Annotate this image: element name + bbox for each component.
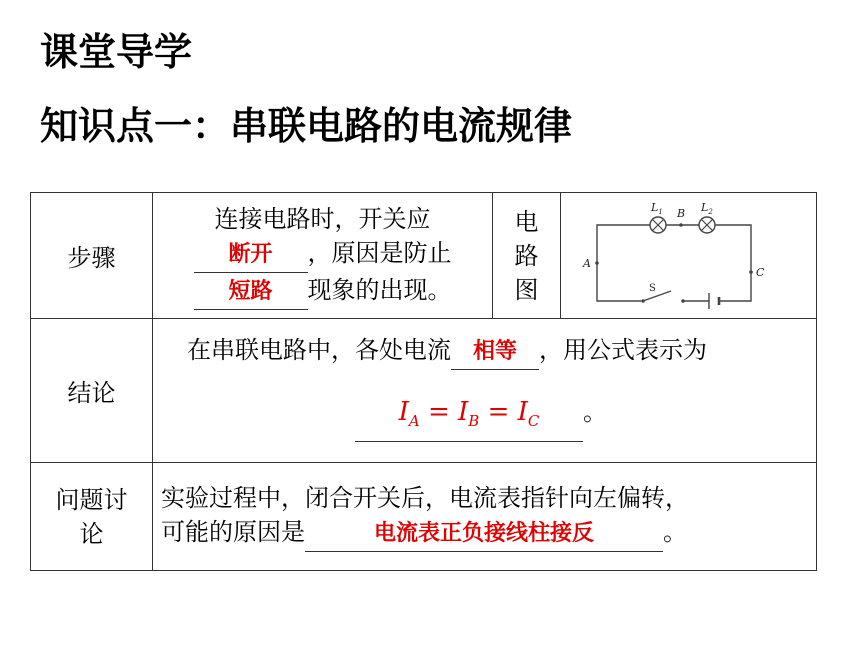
table-row-discussion <box>31 463 817 571</box>
answer-text-equal: 相等 <box>472 339 517 364</box>
battery-icon <box>709 293 719 309</box>
point-a-dot <box>595 261 599 265</box>
point-c-dot <box>749 270 753 274</box>
row-label-discussion: 问题讨 论 <box>31 463 153 571</box>
lesson-table <box>30 192 817 571</box>
formula-blank <box>355 392 583 442</box>
table-row-steps <box>31 193 817 319</box>
diagram-label-char: 路 <box>514 241 539 270</box>
discussion-line1: 实验过程中，闭合开关后，电流表指针向左偏转， <box>161 484 689 512</box>
label-c: C <box>755 265 764 279</box>
circuit-wire <box>597 225 653 301</box>
circuit-diagram <box>582 197 789 309</box>
conclusion-prefix: 在串联电路中，各处电流 <box>187 336 451 364</box>
answer-blank-2 <box>194 273 308 310</box>
steps-line1: 连接电路时，开关应 <box>214 204 431 233</box>
answer-blank-reason <box>305 515 663 552</box>
lamp-l1-icon <box>650 217 666 233</box>
diagram-label-char: 电 <box>514 207 539 236</box>
label-s: S <box>648 282 656 294</box>
row-label-steps: 步骤 <box>31 193 153 319</box>
steps-line2-suffix: ，原因是防止 <box>307 238 452 267</box>
lamp-l2-icon <box>699 217 715 233</box>
conclusion-cell <box>153 319 817 463</box>
discussion-cell <box>153 463 817 571</box>
page-subheading: 知识点一：串联电路的电流规律 <box>40 104 573 148</box>
discussion-end-mark: 。 <box>663 518 687 546</box>
row-label-conclusion: 结论 <box>31 319 153 463</box>
discussion-prefix: 可能的原因是 <box>161 518 305 546</box>
table-row-conclusion <box>31 319 817 463</box>
answer-blank-1 <box>194 236 308 273</box>
answer-text-reason: 电流表正负接线柱接反 <box>373 521 594 546</box>
point-b-dot <box>679 223 683 227</box>
formula-text: $I_A = I_B = I_C$ <box>398 397 540 431</box>
conclusion-suffix: ，用公式表示为 <box>539 336 707 364</box>
steps-line3-suffix: 现象的出现。 <box>307 275 452 304</box>
switch-icon <box>641 291 685 303</box>
circuit-wire <box>715 225 751 301</box>
page-heading: 课堂导学 <box>40 30 193 74</box>
label-b: B <box>676 206 685 220</box>
formula-end-mark: 。 <box>583 398 607 426</box>
label-l2: $L_2$ <box>700 200 713 216</box>
answer-text-1: 断开 <box>228 241 273 267</box>
diagram-label-char: 图 <box>514 275 539 304</box>
circuit-diagram-cell <box>561 193 817 319</box>
diagram-label-cell <box>493 193 561 319</box>
steps-cell <box>153 193 493 319</box>
label-a: A <box>582 256 591 270</box>
answer-blank-equal <box>451 333 539 370</box>
answer-text-2: 短路 <box>228 278 273 304</box>
label-l1: $L_1$ <box>650 200 663 216</box>
